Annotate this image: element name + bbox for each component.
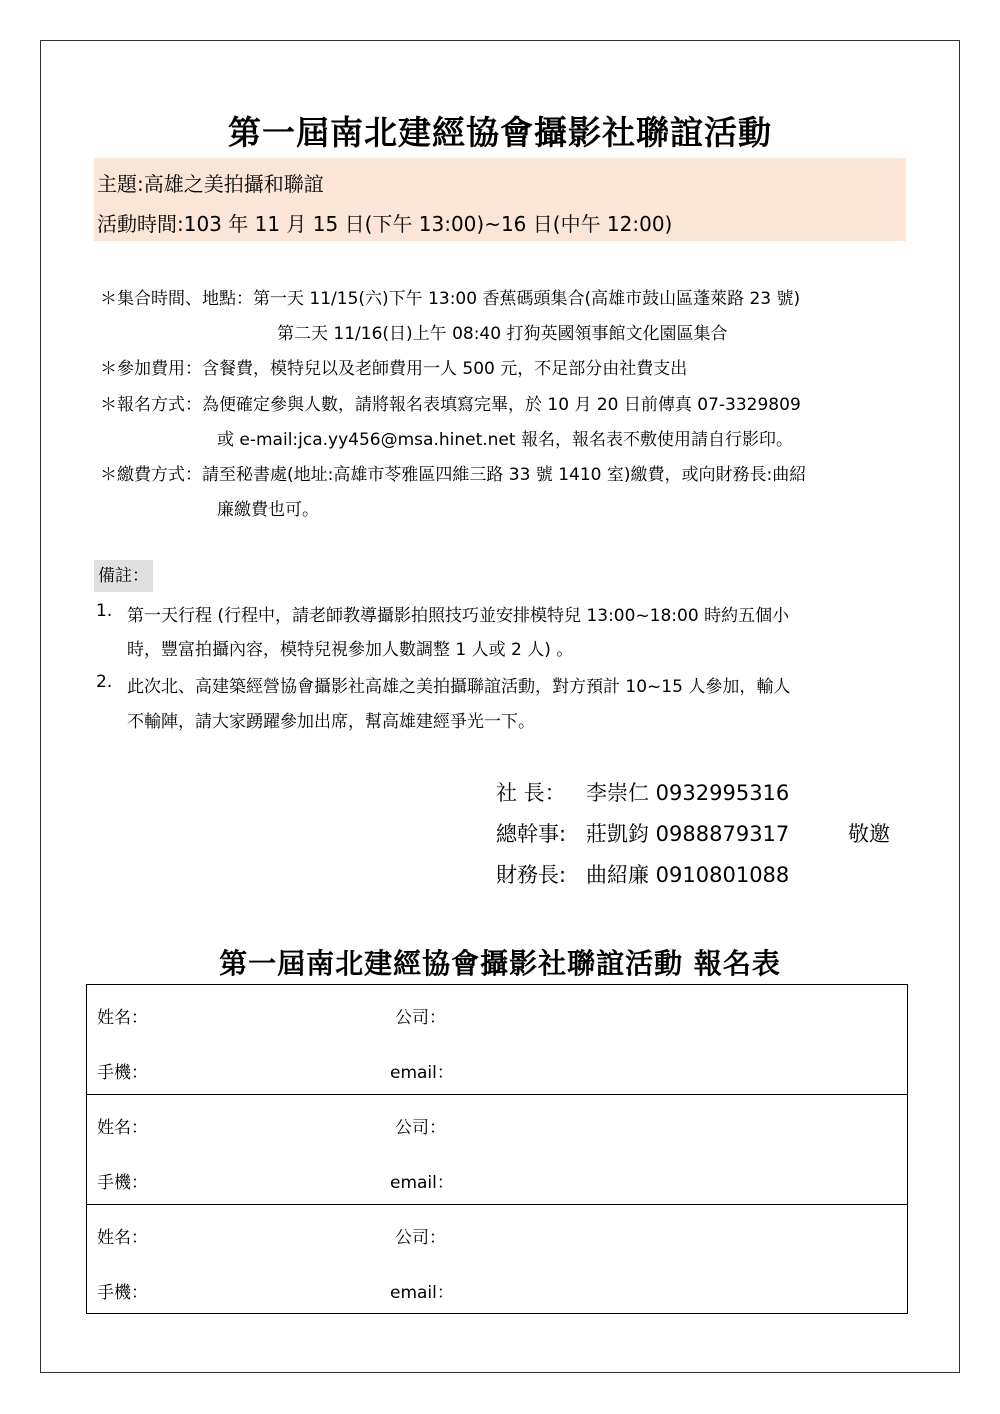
treasurer-title: 財務長: — [496, 863, 567, 887]
note-1-line-1: 第一天行程 (行程中，請老師教導攝影拍照技巧並安排模特兒 13:00~18:00 時約五個小 — [127, 606, 790, 626]
form-row-1 — [87, 985, 907, 1095]
email-field[interactable]: email： — [390, 1283, 454, 1303]
name-field[interactable]: 姓名： — [97, 1118, 148, 1138]
fee-line: ＊參加費用：含餐費，模特兒以及老師費用一人 500 元，不足部分由社費支出 — [100, 359, 688, 379]
name-field[interactable]: 姓名： — [97, 1228, 148, 1248]
note-1-number: 1. — [96, 601, 113, 621]
email-field[interactable]: email： — [390, 1173, 454, 1193]
president-name: 李崇仁 0932995316 — [586, 781, 790, 805]
assembly-day1: ＊集合時間、地點：第一天 11/15(六)下午 13:00 香蕉碼頭集合(高雄市鼓山區蓬萊路 23 號) — [100, 289, 801, 309]
signup-line-2: 或 e-mail:jca.yy456@msa.hinet.net 報名，報名表不敷使用請自行影印。 — [217, 430, 793, 450]
name-field[interactable]: 姓名： — [97, 1008, 148, 1028]
form-row-2 — [87, 1095, 907, 1205]
theme-line: 主題:高雄之美拍攝和聯誼 — [97, 172, 324, 196]
payment-line-2: 廉繳費也可。 — [217, 500, 319, 520]
note-2-number: 2. — [96, 672, 113, 692]
email-field[interactable]: email： — [390, 1063, 454, 1083]
page-title: 第一屆南北建經協會攝影社聯誼活動 — [228, 113, 772, 152]
assembly-day2: 第二天 11/16(日)上午 08:40 打狗英國領事館文化園區集合 — [277, 324, 728, 344]
treasurer-name: 曲紹廉 0910801088 — [586, 863, 790, 887]
note-1-line-2: 時，豐富拍攝內容，模特兒視參加人數調整 1 人或 2 人) 。 — [127, 640, 574, 660]
phone-field[interactable]: 手機： — [97, 1173, 148, 1193]
regards-text: 敬邀 — [848, 822, 890, 846]
payment-line-1: ＊繳費方式：請至秘書處(地址:高雄市苓雅區四維三路 33 號 1410 室)繳費，或向財務長:曲紹 — [100, 465, 807, 485]
company-field[interactable]: 公司： — [395, 1228, 446, 1248]
company-field[interactable]: 公司： — [395, 1118, 446, 1138]
note-2-line-1: 此次北、高建築經營協會攝影社高雄之美拍攝聯誼活動，對方預計 10~15 人參加，輸人 — [127, 677, 791, 697]
company-field[interactable]: 公司： — [395, 1008, 446, 1028]
secretary-title: 總幹事: — [496, 822, 567, 846]
secretary-name: 莊凱鈞 0988879317 — [586, 822, 790, 846]
event-time-line: 活動時間:103 年 11 月 15 日(下午 13:00)~16 日(中午 12:00) — [97, 212, 673, 236]
president-title: 社 長： — [496, 781, 566, 805]
signup-line-1: ＊報名方式：為便確定參與人數，請將報名表填寫完畢，於 10 月 20 日前傳真 07-3329809 — [100, 395, 801, 415]
phone-field[interactable]: 手機： — [97, 1283, 148, 1303]
note-2-line-2: 不輸陣，請大家踴躍參加出席，幫高雄建經爭光一下。 — [127, 712, 535, 732]
phone-field[interactable]: 手機： — [97, 1063, 148, 1083]
form-title: 第一屆南北建經協會攝影社聯誼活動 報名表 — [219, 947, 781, 980]
registration-form-table — [86, 984, 908, 1314]
notes-label: 備註： — [94, 560, 153, 592]
form-row-3 — [87, 1205, 907, 1315]
